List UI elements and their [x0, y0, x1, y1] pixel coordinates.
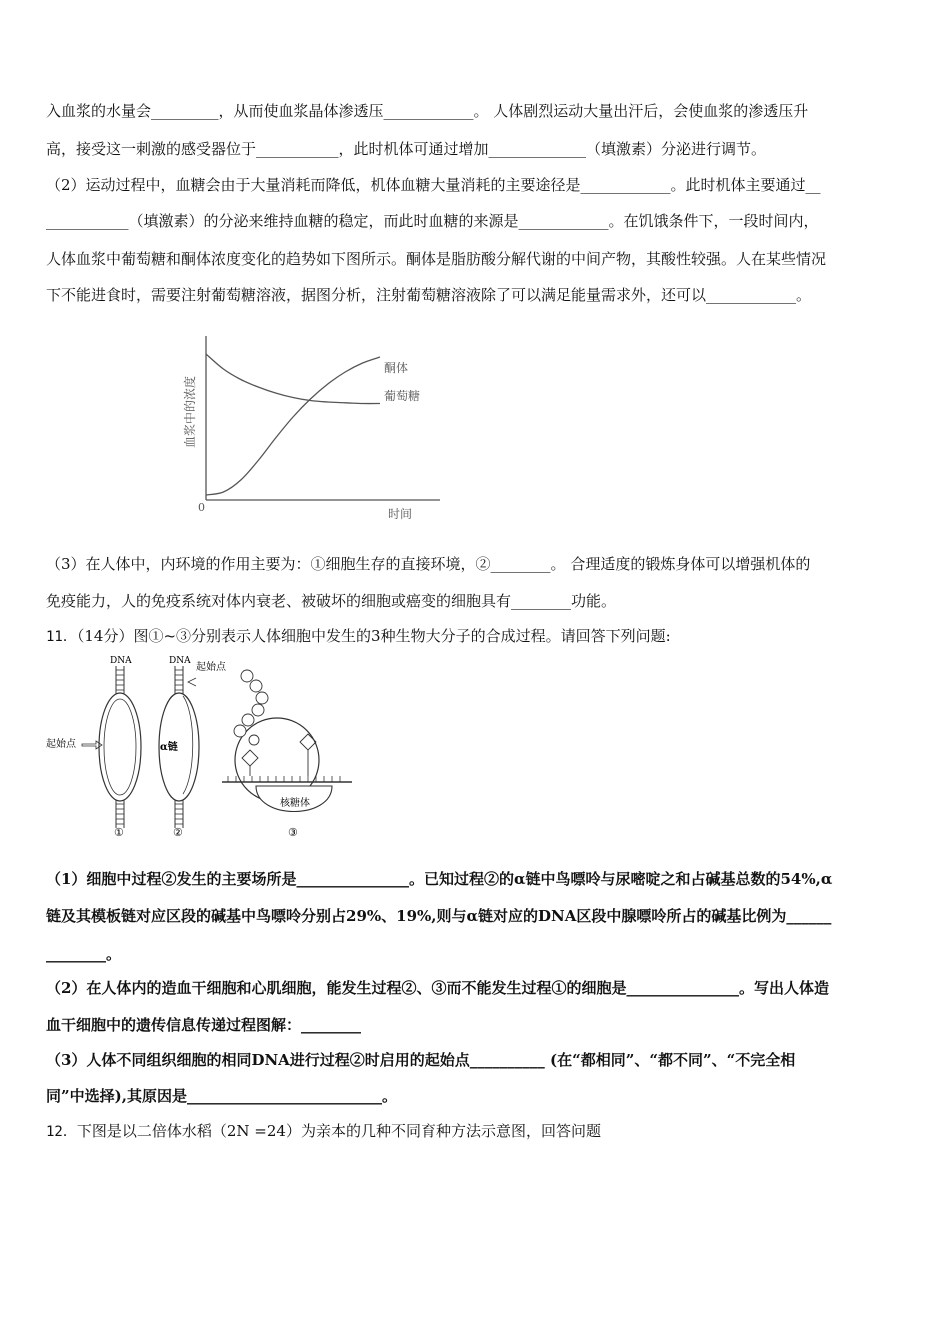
y-axis-label: 血浆中的浓度 — [183, 375, 197, 448]
synthesis-figure — [44, 654, 374, 840]
q11-p3-line2: 同”中选择),其原因是__________________________。 — [46, 1087, 397, 1105]
q11-stem: 图①~③分别表示人体细胞中发生的3种生物大分子的合成过程。请回答下列问题: — [133, 627, 671, 645]
q12-stem: 下图是以二倍体水稻（2N =24）为亲本的几种不同育种方法示意图，回答问题 — [76, 1122, 601, 1140]
q11-p1-line2: 链及其模板链对应区段的碱基中鸟嘌呤分别占29%、19%,则与α链对应的DNA区段中腺嘌呤所占的碱基比例为______ — [46, 907, 832, 925]
series-line-glucose — [206, 354, 380, 404]
series-line-ketone — [206, 357, 380, 495]
figure-3-translation — [222, 670, 352, 839]
q11-p2-line1: （2）在人体内的造血干细胞和心肌细胞，能发生过程②、③而不能发生过程①的细胞是_______________。写出人体造 — [46, 979, 829, 997]
figure-1-replication — [46, 656, 141, 839]
dna-label-2: DNA — [169, 656, 191, 666]
q11-heading — [46, 626, 908, 647]
q10-p1-line1: 入血浆的水量会_________，从而使血浆晶体渗透压____________。 人体剧烈运动大量出汗后，会使血浆的渗透压升 — [46, 102, 809, 120]
q12-number: 12． — [46, 1124, 77, 1140]
q11-p2-line2: 血干细胞中的遗传信息传递过程图解：________ — [46, 1016, 362, 1034]
dna-label-1: DNA — [110, 656, 132, 666]
figure-label-2: ② — [173, 826, 183, 839]
alpha-strand-label: α链 — [160, 742, 178, 753]
q11-score: （14分） — [76, 627, 134, 645]
figure-label-1: ① — [114, 826, 124, 839]
q11-p3-line1: （3）人体不同组织细胞的相同DNA进行过程②时启用的起始点__________ (在“都相同”、“都不同”、“不完全相 — [46, 1051, 796, 1069]
q10-p2-line4: 下不能进食时，需要注射葡萄糖溶液，据图分析，注射葡萄糖溶液除了可以满足能量需求外，还可以____________。 — [46, 286, 812, 304]
q10-p2-line1: （2）运动过程中，血糖会由于大量消耗而降低，机体血糖大量消耗的主要途径是____________。此时机体主要通过__ — [46, 176, 821, 194]
q11-p1-line3: ________。 — [46, 945, 122, 963]
arrow-icon — [188, 678, 196, 686]
legend-glucose: 葡萄糖 — [384, 389, 421, 403]
q10-p1-line2: 高，接受这一刺激的感受器位于___________，此时机体可通过增加_____________（填激素）分泌进行调节。 — [46, 140, 767, 158]
q10-p2-line2: ___________（填激素）的分泌来维持血糖的稳定，而此时血糖的来源是____________。在饥饿条件下，一段时间内， — [46, 212, 819, 230]
q10-p3-line1: （3）在人体中，内环境的作用主要为：①细胞生存的直接环境，②________。 合理适度的锻炼身体可以增强机体的 — [46, 555, 811, 573]
figure-label-3: ③ — [288, 826, 298, 839]
q11-number: 11． — [46, 629, 77, 645]
x-axis-label: 时间 — [388, 507, 413, 521]
origin-label-left: 起始点 — [46, 739, 76, 750]
figure-2-transcription — [159, 656, 227, 839]
origin-label-right: 起始点 — [196, 662, 226, 673]
q10-p2-line3: 人体血浆中葡萄糖和酮体浓度变化的趋势如下图所示。酮体是脂肪酸分解代谢的中间产物，其酸性较强。人在某些情况 — [46, 250, 827, 268]
concentration-chart — [180, 328, 450, 524]
origin-label: 0 — [198, 501, 205, 514]
q10-p3-line2: 免疫能力，人的免疫系统对体内衰老、被破坏的细胞或癌变的细胞具有________功能。 — [46, 592, 617, 610]
legend-ketone: 酮体 — [384, 361, 409, 375]
q11-p1-line1: （1）细胞中过程②发生的主要场所是_______________。已知过程②的α链中鸟嘌呤与尿嘧啶之和占碱基总数的54%,α — [46, 870, 833, 888]
q12-heading — [46, 1121, 908, 1142]
ribosome-label: 核糖体 — [280, 798, 310, 809]
